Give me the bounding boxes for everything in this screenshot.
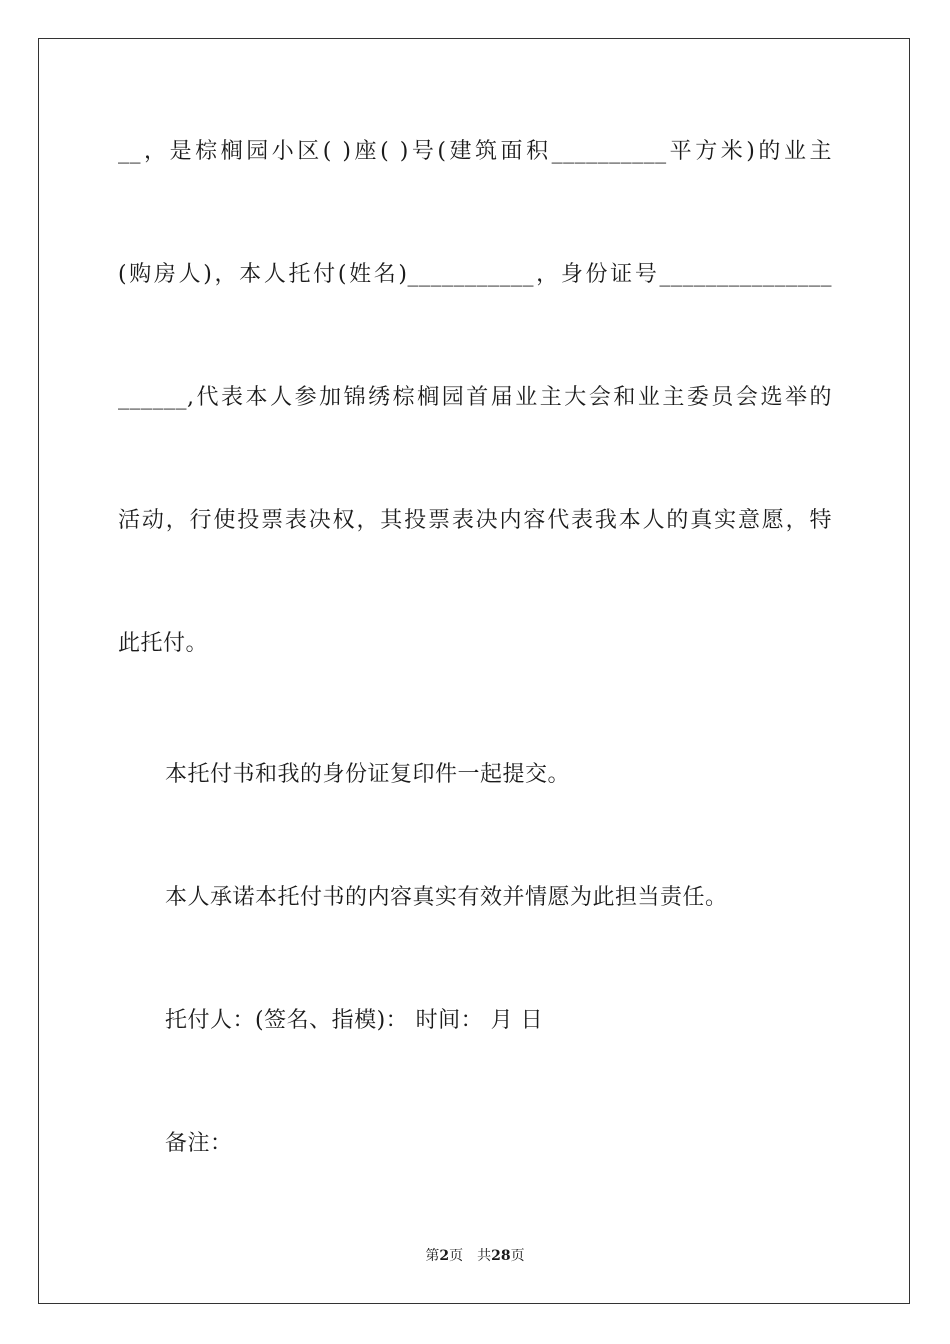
signature-line: 托付人：(签名、指模)： 时间： 月 日: [165, 1008, 544, 1033]
remarks-label: 备注：: [165, 1131, 233, 1156]
page-footer: [0, 1246, 950, 1266]
footer-prefix: 第: [425, 1248, 440, 1264]
paragraph-line-2: (购房人)，本人托付(姓名)___________，身份证号_______________: [118, 262, 832, 287]
footer-middle: 页 共: [449, 1248, 492, 1264]
current-page-number: 2: [439, 1248, 450, 1264]
paragraph-line-5: 此托付。: [118, 631, 209, 656]
paragraph-line-1: __，是棕榈园小区( )座( )号(建筑面积__________平方米)的业主: [118, 139, 832, 164]
statement-attachment: 本托付书和我的身份证复印件一起提交。: [165, 762, 571, 787]
footer-suffix: 页: [510, 1248, 525, 1264]
paragraph-line-4: 活动，行使投票表决权，其投票表决内容代表我本人的真实意愿，特: [118, 508, 832, 533]
page-border: [38, 38, 910, 1304]
statement-commitment: 本人承诺本托付书的内容真实有效并情愿为此担当责任。: [165, 885, 728, 910]
paragraph-line-3: ______,代表本人参加锦绣棕榈园首届业主大会和业主委员会选举的: [118, 385, 832, 410]
total-page-count: 28: [491, 1248, 511, 1264]
